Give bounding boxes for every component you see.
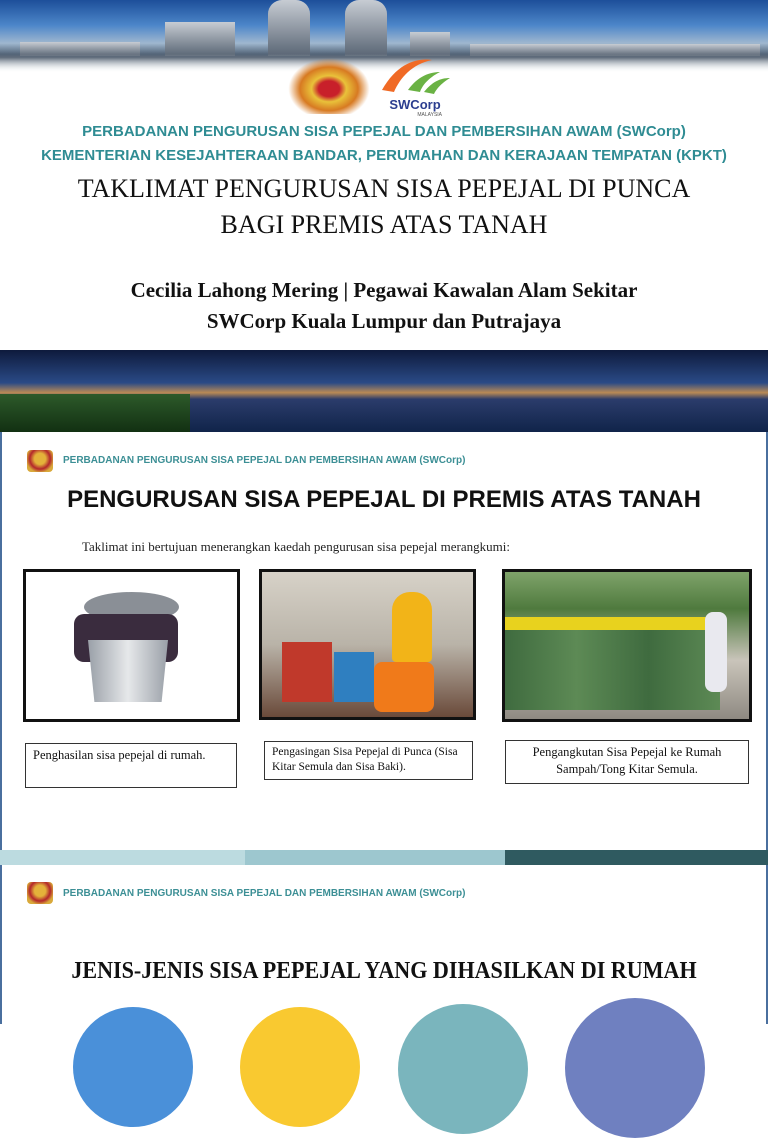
caption-waste-separation: Pengasingan Sisa Pepejal di Punca (Sisa Kitar Semula dan Sisa Baki). bbox=[264, 741, 473, 780]
slide3-title: JENIS-JENIS SISA PEPEJAL YANG DIHASILKAN DI RUMAH bbox=[71, 958, 697, 984]
swcorp-logo-subtext: MALAYSIA bbox=[417, 112, 442, 118]
caption-waste-transport: Pengangkutan Sisa Pepejal ke Rumah Sampah/Tong Kitar Semula. bbox=[505, 740, 749, 784]
main-title-line1: TAKLIMAT PENGURUSAN SISA PEPEJAL DI PUNCA bbox=[77, 174, 691, 203]
presenter-office: SWCorp Kuala Lumpur dan Putrajaya bbox=[206, 309, 562, 333]
ministry-line: KEMENTERIAN KESEJAHTERAAN BANDAR, PERUMAHAN DAN KERAJAAN TEMPATAN (KPKT) bbox=[41, 147, 727, 164]
org-line: PERBADANAN PENGURUSAN SISA PEPEJAL DAN PEMBERSIHAN AWAM (SWCorp) bbox=[82, 123, 686, 140]
slide2-header: PERBADANAN PENGURUSAN SISA PEPEJAL DAN PEMBERSIHAN AWAM (SWCorp) bbox=[63, 455, 466, 466]
coat-of-arms-icon bbox=[27, 450, 53, 472]
swcorp-logo-text: SWCorp bbox=[389, 97, 441, 112]
night-lakeside-panorama bbox=[0, 350, 768, 432]
trash-bin-photo bbox=[23, 569, 240, 722]
divider-bar-dark bbox=[505, 850, 768, 865]
caption-waste-generation: Penghasilan sisa pepejal di rumah. bbox=[25, 743, 237, 788]
waste-separation-photo bbox=[259, 569, 476, 720]
main-title-line2: BAGI PREMIS ATAS TANAH bbox=[220, 210, 548, 239]
malaysia-coat-of-arms-logo bbox=[288, 58, 370, 114]
slide2-title: PENGURUSAN SISA PEPEJAL DI PREMIS ATAS TANAH bbox=[67, 486, 701, 513]
slide2-intro: Taklimat ini bertujuan menerangkan kaedah pengurusan sisa pepejal merangkumi: bbox=[82, 539, 510, 554]
presenter-name: Cecilia Lahong Mering | Pegawai Kawalan Alam Sekitar bbox=[130, 278, 638, 302]
coat-of-arms-icon bbox=[27, 882, 53, 904]
divider-bar-mid bbox=[245, 850, 505, 865]
category-circle-purple bbox=[565, 998, 705, 1138]
slide3-header: PERBADANAN PENGURUSAN SISA PEPEJAL DAN PEMBERSIHAN AWAM (SWCorp) bbox=[63, 888, 466, 899]
category-circle-blue bbox=[73, 1007, 193, 1127]
waste-bins-photo bbox=[502, 569, 752, 722]
divider-bar-light bbox=[0, 850, 245, 865]
swcorp-logo bbox=[378, 56, 452, 116]
category-circle-yellow bbox=[240, 1007, 360, 1127]
